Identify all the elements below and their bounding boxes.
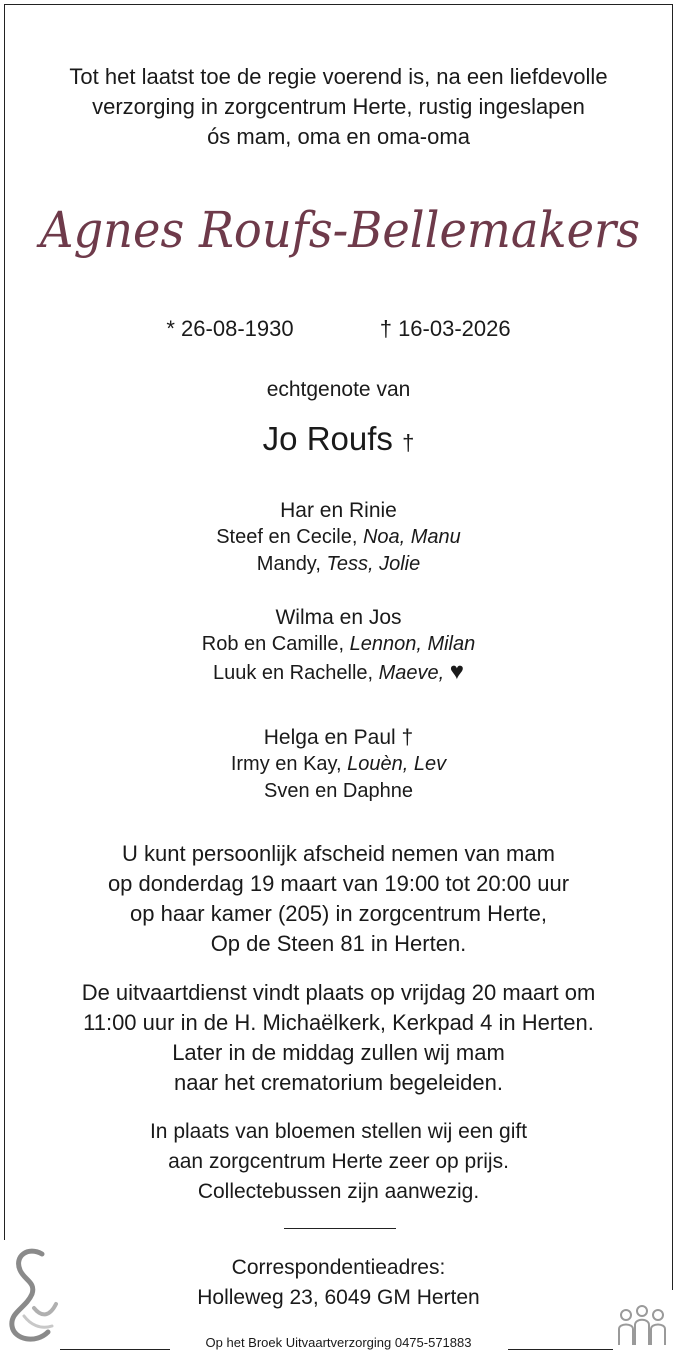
family-line: [0, 524, 677, 551]
birth-date: * 26-08-1930: [166, 316, 294, 341]
family-group: [0, 497, 677, 578]
cross-icon: †: [402, 430, 415, 455]
paragraph-line: In plaats van bloemen stellen wij een gift: [149, 1120, 528, 1143]
deceased-name: Agnes Roufs-Bellemakers: [36, 201, 641, 259]
dates: [0, 316, 677, 342]
intro-line: ós mam, oma en oma-oma: [207, 124, 470, 149]
heart-icon: ♥: [449, 658, 465, 685]
family-line: [0, 778, 677, 805]
paragraph-line: Collectebussen zijn aanwezig.: [197, 1180, 480, 1203]
family-names: Irmy en Kay,: [230, 753, 348, 775]
family-names: Luuk en Rachelle,: [212, 662, 379, 684]
grandchildren-names: Louèn, Lev: [347, 753, 447, 775]
grandchildren-names: Lennon, Milan: [349, 633, 476, 655]
family-group: [0, 604, 677, 687]
correspondence: [0, 1253, 677, 1313]
family-names: Mandy,: [256, 553, 327, 575]
correspondence-label: Correspondentieadres:: [231, 1256, 446, 1279]
paragraph-line: 11:00 uur in de H. Michaëlkerk, Kerkpad 4 in Herten.: [83, 1010, 594, 1035]
family-group: [0, 724, 677, 805]
family-names: Sven en Daphne: [263, 780, 413, 802]
ampersand-logo-icon: [6, 1246, 62, 1346]
paragraph-line: Later in de middag zullen wij mam: [172, 1040, 505, 1065]
family-head: Helga en Paul †: [263, 726, 414, 749]
family-head: Har en Rinie: [280, 499, 397, 522]
family-line: [0, 551, 677, 578]
intro-line: Tot het laatst toe de regie voerend is, na een liefdevolle: [69, 64, 608, 89]
divider: [284, 1228, 396, 1229]
paragraph-line: naar het crematorium begeleiden.: [174, 1070, 503, 1095]
family-line: [0, 751, 677, 778]
funeral-home-footer: Op het Broek Uitvaartverzorging 0475-571883: [205, 1335, 472, 1350]
paragraph-line: op donderdag 19 maart van 19:00 tot 20:00 uur: [107, 871, 570, 896]
people-logo-icon: [616, 1303, 668, 1347]
family-head: Wilma en Jos: [275, 606, 402, 629]
family-names: Steef en Cecile,: [216, 526, 363, 548]
family-line: [0, 658, 677, 687]
death-date: † 16-03-2026: [379, 316, 511, 341]
paragraph-line: U kunt persoonlijk afscheid nemen van mam: [122, 841, 555, 866]
farewell-paragraph: [0, 839, 677, 959]
spouse-label: echtgenote van: [266, 378, 411, 401]
correspondence-address: Holleweg 23, 6049 GM Herten: [197, 1286, 480, 1309]
paragraph-line: Op de Steen 81 in Herten.: [210, 931, 467, 956]
family-line: [0, 631, 677, 658]
intro-line: verzorging in zorgcentrum Herte, rustig ingeslapen: [92, 94, 585, 119]
spouse-name: Jo Roufs: [262, 420, 393, 457]
deceased-name-script: [30, 185, 650, 285]
grandchildren-names: Tess, Jolie: [326, 553, 421, 575]
paragraph-line: De uitvaartdienst vindt plaats op vrijdag 20 maart om: [81, 980, 596, 1005]
intro-text: [0, 62, 677, 152]
spouse-name-line: [0, 420, 677, 458]
donation-paragraph: [0, 1117, 677, 1207]
paragraph-line: aan zorgcentrum Herte zeer op prijs.: [168, 1150, 509, 1173]
service-paragraph: [0, 978, 677, 1098]
grandchildren-names: Maeve,: [378, 662, 445, 684]
grandchildren-names: Noa, Manu: [362, 526, 461, 548]
paragraph-line: op haar kamer (205) in zorgcentrum Herte,: [130, 901, 547, 926]
family-names: Rob en Camille,: [201, 633, 350, 655]
